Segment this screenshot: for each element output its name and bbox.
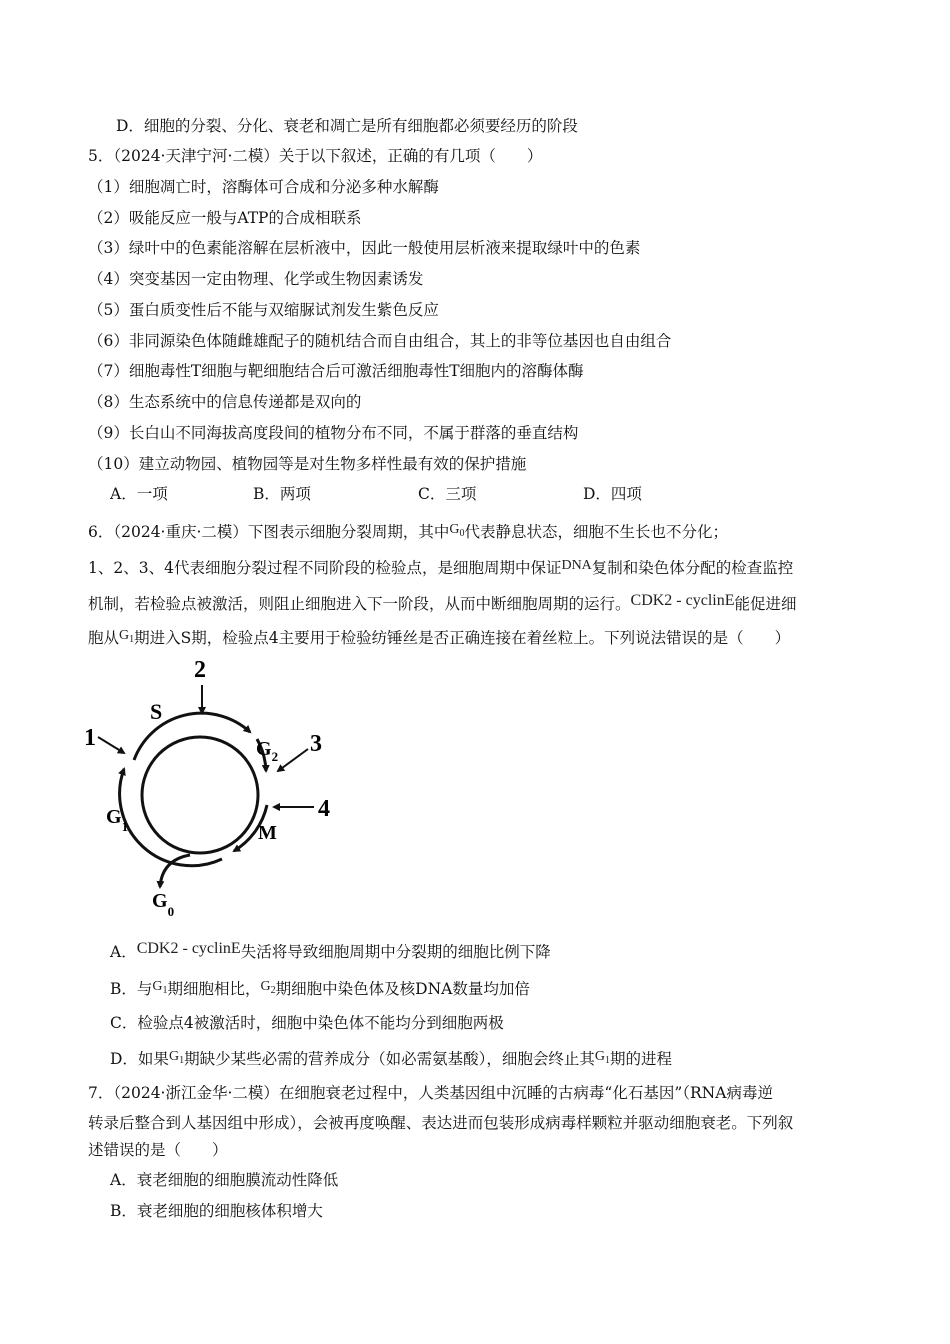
phase-g2-label: $G_2$ bbox=[256, 738, 279, 764]
q6-stem-line2: 1、2、3、4代表细胞分裂过程不同阶段的检验点，是细胞周期中保证DNA复制和染色体分配的检查监控 bbox=[88, 558, 794, 577]
q5-item: （1）细胞凋亡时，溶酶体可合成和分泌多种水解酶 bbox=[88, 178, 439, 196]
q7-stem-line2: 转录后整合到人基因组中形成），会被再度唤醒、表达进而包装形成病毒样颗粒并驱动细胞衰老。下列叙 bbox=[88, 1114, 794, 1132]
cell-cycle-circle bbox=[142, 737, 258, 853]
q7-stem-line3: 述错误的是（ ） bbox=[88, 1141, 228, 1159]
checkpoint-2-label: 2 bbox=[194, 657, 206, 683]
phase-g0-label: $G_0$ bbox=[152, 890, 175, 919]
checkpoint-3-arrow bbox=[278, 749, 308, 771]
q7-stem-line1: 7．（2024·浙江金华·二模）在细胞衰老过程中，人类基因组中沉睡的古病毒“化石基因”（RNA病毒逆 bbox=[88, 1084, 773, 1102]
q5-item: （3）绿叶中的色素能溶解在层析液中，因此一般使用层析液来提取绿叶中的色素 bbox=[88, 239, 641, 257]
phase-g1-label: $G_1$ bbox=[106, 806, 129, 834]
phase-s-label: S bbox=[150, 699, 163, 724]
q5-stem: 5．（2024·天津宁河·二模）关于以下叙述，正确的有几项（ ） bbox=[88, 147, 543, 165]
q7-option-b: B．衰老细胞的细胞核体积增大 bbox=[110, 1202, 323, 1220]
checkpoint-3-label: 3 bbox=[310, 731, 322, 757]
cell-cycle-diagram bbox=[82, 655, 342, 920]
q5-item: （4）突变基因一定由物理、化学或生物因素诱发 bbox=[88, 270, 424, 288]
q5-item: （6）非同源染色体随雌雄配子的随机结合而自由组合，其上的非等位基因也自由组合 bbox=[88, 332, 672, 350]
q6-stem-line1: 6．（2024·重庆·二模）下图表示细胞分裂周期，其中$G_0$代表静息状态，细胞不生长也不分化； bbox=[88, 522, 729, 541]
q5-option-c: C．三项 bbox=[418, 485, 477, 503]
q4-option-d: D．细胞的分裂、分化、衰老和凋亡是所有细胞都必须要经历的阶段 bbox=[116, 117, 578, 135]
q6-option-a: A．CDK2 - cyclinE失活将导致细胞周期中分裂期的细胞比例下降 bbox=[110, 940, 551, 961]
checkpoint-1-label: 1 bbox=[84, 725, 96, 751]
q5-item: （10）建立动物园、植物园等是对生物多样性最有效的保护措施 bbox=[88, 455, 527, 473]
q5-item: （2）吸能反应一般与ATP的合成相联系 bbox=[88, 209, 362, 227]
q7-option-a: A．衰老细胞的细胞膜流动性降低 bbox=[110, 1171, 339, 1189]
q5-item: （7）细胞毒性T细胞与靶细胞结合后可激活细胞毒性T细胞内的溶酶体酶 bbox=[88, 362, 584, 380]
checkpoint-1-arrow bbox=[98, 737, 124, 753]
q5-item: （5）蛋白质变性后不能与双缩脲试剂发生紫色反应 bbox=[88, 301, 439, 319]
q5-option-b: B．两项 bbox=[253, 485, 311, 503]
q6-option-d: D．如果$G_1$期缺少某些必需的营养成分（如必需氨基酸），细胞会终止其$G_1$期的进程 bbox=[110, 1049, 672, 1068]
q6-stem-line3: 机制，若检验点被激活，则阻止细胞进入下一阶段，从而中断细胞周期的运行。CDK2 - cyclinE能促进细 bbox=[88, 592, 797, 613]
q6-stem-line4: 胞从$G_1$期进入S期，检验点4主要用于检验纺锤丝是否正确连接在着丝粒上。下列说法错误的是（ ） bbox=[88, 628, 791, 647]
q5-item: （8）生态系统中的信息传递都是双向的 bbox=[88, 393, 362, 411]
q5-option-a: A．一项 bbox=[110, 485, 168, 503]
checkpoint-4-label: 4 bbox=[318, 796, 330, 822]
q6-option-b: B．与$G_1$期细胞相比，$G_2$期细胞中染色体及核DNA数量均加倍 bbox=[110, 979, 530, 998]
q5-option-d: D．四项 bbox=[583, 485, 642, 503]
q6-option-c: C．检验点4被激活时，细胞中染色体不能均分到细胞两极 bbox=[110, 1014, 504, 1032]
q5-item: （9）长白山不同海拔高度段间的植物分布不同，不属于群落的垂直结构 bbox=[88, 424, 579, 442]
phase-m-label: M bbox=[258, 822, 277, 844]
